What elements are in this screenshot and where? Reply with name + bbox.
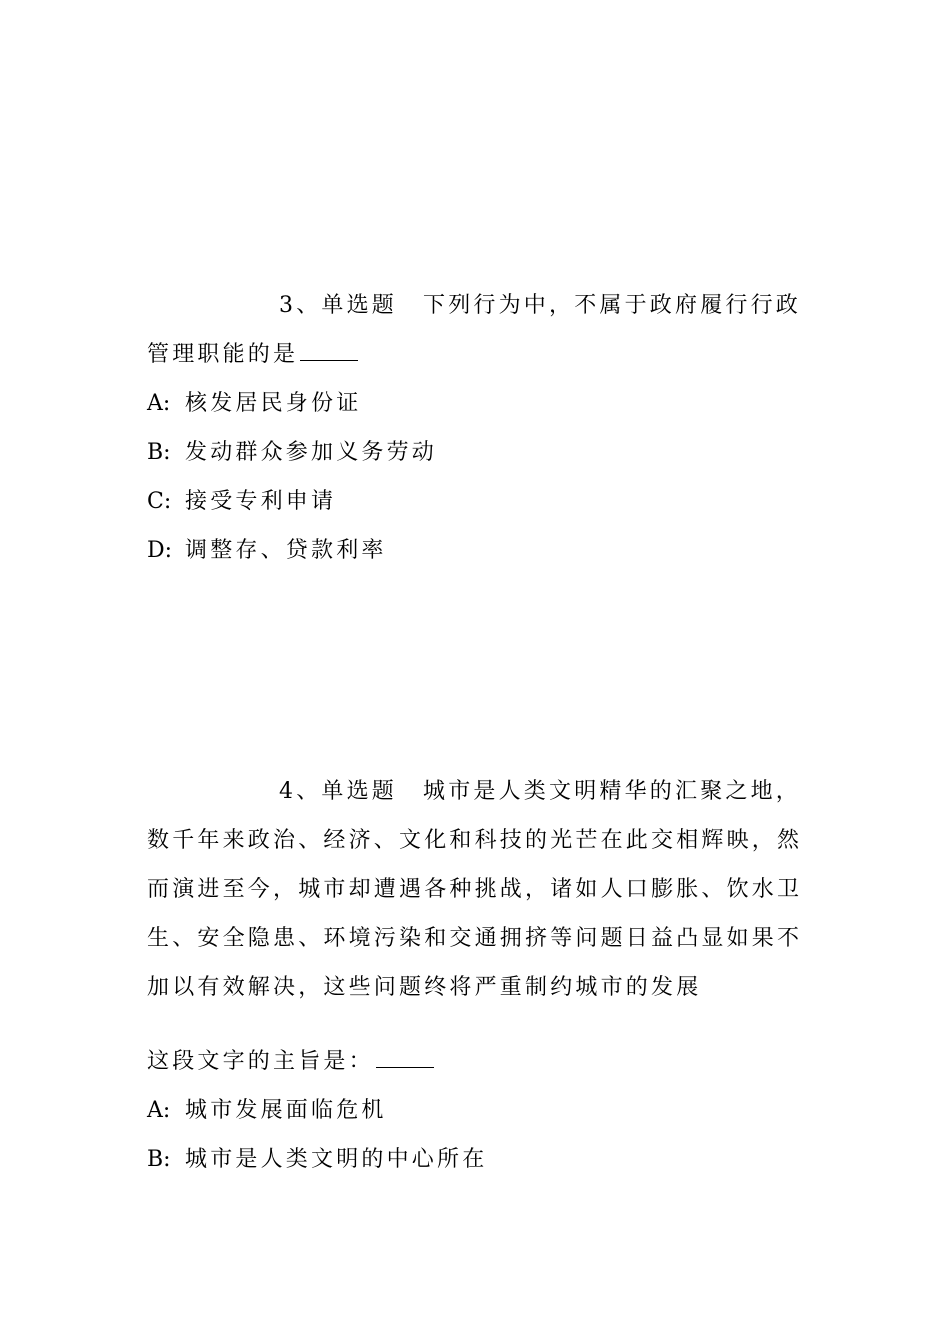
option-letter: B:: [147, 1147, 171, 1172]
question-3-option-a: [147, 379, 812, 428]
option-text: 发动群众参加义务劳动: [185, 440, 438, 465]
question-3-option-b: [147, 428, 812, 477]
option-letter: D:: [147, 538, 173, 563]
question-3: [147, 281, 812, 575]
question-3-stem: [147, 281, 812, 330]
question-3-option-d: [147, 526, 812, 575]
option-letter: A:: [147, 391, 171, 416]
question-4-option-a: [147, 1086, 812, 1135]
question-3-stem-line2-wrap: [147, 330, 812, 379]
option-letter: C:: [147, 489, 172, 514]
question-4-stem-question: 这段文字的主旨是：: [147, 1049, 374, 1074]
question-4-number: 4、单选题: [279, 779, 397, 804]
option-text: 城市是人类文明的中心所在: [185, 1147, 488, 1172]
option-text: 接受专利申请: [185, 489, 337, 514]
question-4-stem: [147, 767, 812, 1012]
option-letter: A:: [147, 1098, 171, 1123]
option-text: 城市发展面临危机: [185, 1098, 387, 1123]
question-3-number: 3、单选题: [279, 293, 397, 318]
question-3-stem-line1: 下列行为中，不属于政府履行行政: [423, 293, 802, 318]
question-4-stem-question-wrap: [147, 1037, 812, 1086]
question-3-stem-line2: 管理职能的是: [147, 342, 299, 367]
answer-blank: [376, 1051, 434, 1068]
question-3-option-c: [147, 477, 812, 526]
question-4-stem-paragraph: 城市是人类文明精华的汇聚之地，数千年来政治、经济、文化和科技的光芒在此交相辉映，然而演进至今，城市却遭遇各种挑战，诸如人口膨胀、饮水卫生、安全隐患、环境污染和交通拥挤等问题日益凸显如果不加以有效解决，这些问题终将严重制约城市的发展: [147, 779, 803, 1000]
option-text: 核发居民身份证: [185, 391, 362, 416]
question-4: [147, 767, 812, 1184]
option-letter: B:: [147, 440, 171, 465]
question-4-option-b: [147, 1135, 812, 1184]
answer-blank: [300, 344, 358, 361]
option-text: 调整存、贷款利率: [185, 538, 387, 563]
